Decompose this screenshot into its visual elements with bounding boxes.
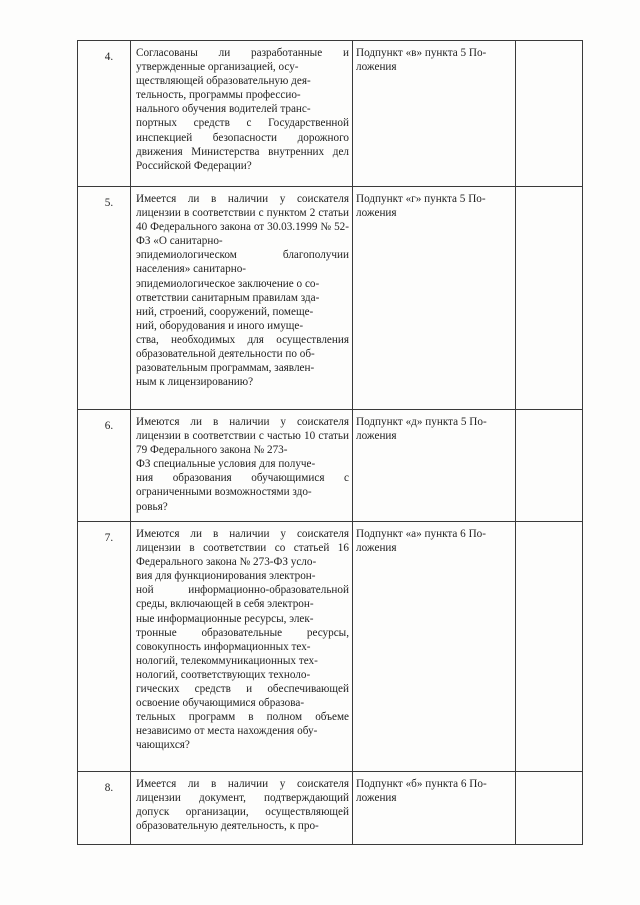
row-number: 8. bbox=[104, 782, 114, 794]
question-cell bbox=[131, 772, 353, 845]
table-row bbox=[78, 772, 583, 845]
question-text: Имеются ли в наличии у соискателя лицензии в соответствии с частью 10 статьи 79 Федерального закона № 273- ФЗ специальные условия для получе- ния образования обучающимися с ограниченными возможностями здо- ровья? bbox=[136, 416, 349, 513]
row-number-cell bbox=[78, 522, 131, 772]
answer-cell[interactable] bbox=[516, 410, 583, 522]
answer-cell[interactable] bbox=[516, 41, 583, 187]
reference-text: Подпункт «д» пункта 5 По- ложения bbox=[356, 416, 487, 443]
row-number-cell bbox=[78, 41, 131, 187]
answer-cell[interactable] bbox=[516, 522, 583, 772]
row-number: 4. bbox=[104, 51, 114, 63]
question-text: Согласованы ли разработанные и утвержденные организацией, осу- ществляющей образовательную дея- тельность, программы профессио- нального обучения водителей транс- портных средств с Государственной инспекцией безопасности дорожного движения Министерства внутренних дел Российской Федерации? bbox=[136, 47, 349, 172]
reference-text: Подпункт «в» пункта 5 По- ложения bbox=[356, 47, 487, 74]
row-number-cell bbox=[78, 772, 131, 845]
table-row bbox=[78, 187, 583, 410]
reference-cell bbox=[353, 410, 516, 522]
question-text: Имеется ли в наличии у соискателя лицензии документ, подтверждающий допуск организации, осуществляющей образовательную деятельность, к про- bbox=[136, 778, 349, 833]
answer-cell[interactable] bbox=[516, 772, 583, 845]
question-cell bbox=[131, 41, 353, 187]
table-row bbox=[78, 522, 583, 772]
checklist-table bbox=[77, 40, 583, 845]
reference-text: Подпункт «г» пункта 5 По- ложения bbox=[356, 193, 486, 220]
row-number: 6. bbox=[104, 420, 114, 432]
reference-cell bbox=[353, 522, 516, 772]
row-number-cell bbox=[78, 410, 131, 522]
row-number-cell bbox=[78, 187, 131, 410]
answer-cell[interactable] bbox=[516, 187, 583, 410]
question-cell bbox=[131, 187, 353, 410]
question-cell bbox=[131, 522, 353, 772]
table-row bbox=[78, 410, 583, 522]
question-text: Имеется ли в наличии у соискателя лицензии в соответствии с пунктом 2 статьи 40 Федерального закона от 30.03.1999 № 52-ФЗ «О санитарно- эпидемиологическом благополучии населения» санитарно- эпидемиологическое заключение о со- ответствии санитарным правилам зда- ний, строений, сооружений, помеще- ний, оборудования и иного имуще- ства, необходимых для осуществления образовательной деятельности по об- разовательным программам, заявлен- ным к лицензированию? bbox=[136, 193, 349, 389]
table-row bbox=[78, 41, 583, 187]
reference-text: Подпункт «а» пункта 6 По- ложения bbox=[356, 528, 486, 555]
question-cell bbox=[131, 410, 353, 522]
row-number: 7. bbox=[104, 532, 114, 544]
reference-cell bbox=[353, 772, 516, 845]
row-number: 5. bbox=[104, 197, 114, 209]
reference-cell bbox=[353, 187, 516, 410]
reference-text: Подпункт «б» пункта 6 По- ложения bbox=[356, 778, 487, 805]
reference-cell bbox=[353, 41, 516, 187]
question-text: Имеются ли в наличии у соискателя лицензии в соответствии со статьей 16 Федерального закона № 273-ФЗ усло- вия для функционирования электрон- ной информационно-образовательной среды, включающей в себя электрон- ные информационные ресурсы, элек- тронные образовательные ресурсы, совокупность информационных тех- нологий, телекоммуникационных тех- нологий, соответствующих техноло- гических средств и обеспечивающей освоение обучающимися образова- тельных программ в полном объеме независимо от места нахождения обу- чающихся? bbox=[136, 528, 349, 752]
